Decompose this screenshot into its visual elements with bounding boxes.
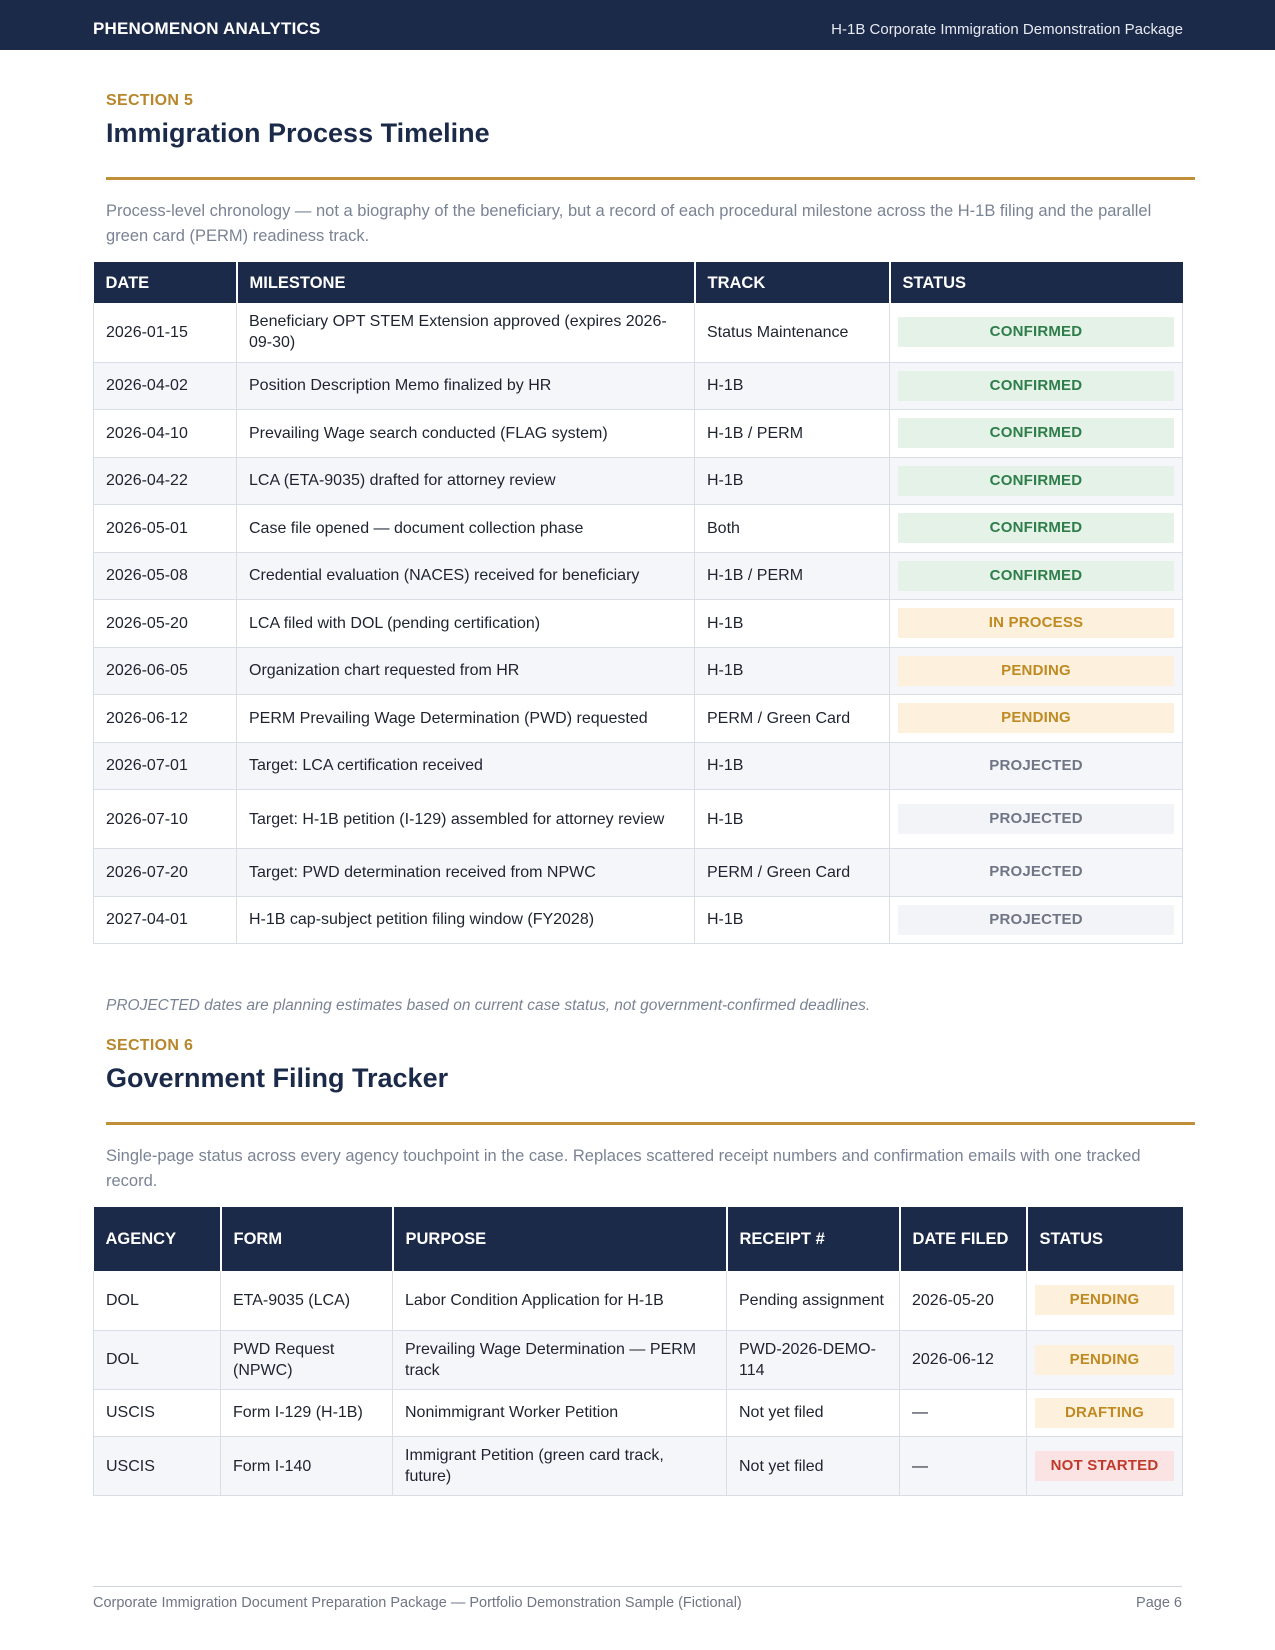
status-badge: PROJECTED [898,905,1174,935]
date-cell: 2027-04-01 [94,896,237,944]
status-badge: PENDING [898,703,1174,733]
projected-note: PROJECTED dates are planning estimates based on current case status, not government-confirmed deadlines. [106,997,871,1014]
section-title: Immigration Process Timeline [106,118,490,148]
milestone-cell: H-1B cap-subject petition filing window (FY2028) [237,896,695,944]
status-cell [890,742,1183,790]
status-cell [1027,1389,1183,1437]
status-badge: CONFIRMED [898,513,1174,543]
milestone-cell: Position Description Memo finalized by HR [237,362,695,410]
agency-cell: DOL [94,1330,221,1389]
date-cell: 2026-05-08 [94,552,237,600]
date-cell: 2026-04-10 [94,410,237,458]
status-badge: CONFIRMED [898,561,1174,591]
track-cell: PERM / Green Card [695,695,890,743]
table-row [94,695,1183,743]
section-divider [106,177,1195,180]
milestone-cell: Prevailing Wage search conducted (FLAG system) [237,410,695,458]
date-cell: 2026-07-10 [94,790,237,849]
milestone-cell: Case file opened — document collection phase [237,505,695,553]
col-agency: AGENCY [94,1207,221,1271]
status-badge: CONFIRMED [898,418,1174,448]
page-number: Page 6 [1136,1595,1182,1611]
table-row [94,790,1183,849]
section-divider [106,1122,1195,1125]
track-cell: H-1B [695,896,890,944]
table-row [94,1389,1183,1437]
timeline-header-row [94,262,1183,303]
section-intro: Process-level chronology — not a biography of the beneficiary, but a record of each procedural milestone across the H-1B filing and the parallel green card (PERM) readiness track. [106,202,1152,245]
milestone-cell: Credential evaluation (NACES) received for beneficiary [237,552,695,600]
milestone-cell: PERM Prevailing Wage Determination (PWD) requested [237,695,695,743]
date-cell: 2026-06-12 [94,695,237,743]
track-cell: H-1B [695,742,890,790]
form-cell: ETA-9035 (LCA) [221,1271,393,1330]
track-cell: H-1B / PERM [695,410,890,458]
status-badge: CONFIRMED [898,371,1174,401]
table-row [94,362,1183,410]
form-cell: Form I-140 [221,1437,393,1496]
agency-cell: USCIS [94,1437,221,1496]
table-row [94,1271,1183,1330]
status-cell [890,896,1183,944]
track-cell: Status Maintenance [695,303,890,362]
table-row [94,457,1183,505]
package-title: H-1B Corporate Immigration Demonstration Package [831,21,1183,38]
table-row [94,505,1183,553]
milestone-cell: LCA filed with DOL (pending certification) [237,600,695,648]
date-filed-cell: — [900,1389,1027,1437]
milestone-cell: Beneficiary OPT STEM Extension approved (expires 2026-09-30) [237,303,695,362]
date-cell: 2026-04-02 [94,362,237,410]
receipt-cell: Not yet filed [727,1437,900,1496]
section-label: SECTION 5 [106,92,194,109]
col-date: DATE [94,262,237,303]
receipt-cell: Not yet filed [727,1389,900,1437]
milestone-cell: Target: H-1B petition (I-129) assembled for attorney review [237,790,695,849]
date-cell: 2026-04-22 [94,457,237,505]
milestone-cell: Organization chart requested from HR [237,647,695,695]
status-badge: CONFIRMED [898,466,1174,496]
status-cell [1027,1437,1183,1496]
table-row [94,410,1183,458]
status-cell [890,790,1183,849]
section-label: SECTION 6 [106,1037,194,1054]
track-cell: H-1B [695,457,890,505]
col-form: FORM [221,1207,393,1271]
status-cell [890,695,1183,743]
status-cell [890,362,1183,410]
table-row [94,1437,1183,1496]
tracker-header-row [94,1207,1183,1271]
status-cell [1027,1330,1183,1389]
status-cell [890,552,1183,600]
status-badge: CONFIRMED [898,317,1174,347]
status-badge: PENDING [898,656,1174,686]
brand-name: PHENOMENON ANALYTICS [93,19,321,38]
status-cell [1027,1271,1183,1330]
section-title: Government Filing Tracker [106,1063,449,1093]
status-badge: NOT STARTED [1035,1451,1174,1481]
col-track: TRACK [695,262,890,303]
status-cell [890,600,1183,648]
track-cell: H-1B [695,790,890,849]
date-cell: 2026-07-20 [94,849,237,897]
track-cell: H-1B [695,362,890,410]
date-cell: 2026-05-01 [94,505,237,553]
status-cell [890,849,1183,897]
col-receipt: RECEIPT # [727,1207,900,1271]
table-row [94,647,1183,695]
status-badge: PENDING [1035,1285,1174,1315]
purpose-cell: Immigrant Petition (green card track, future) [393,1437,727,1496]
col-status: STATUS [1027,1207,1183,1271]
form-cell: PWD Request (NPWC) [221,1330,393,1389]
agency-cell: DOL [94,1271,221,1330]
milestone-cell: Target: LCA certification received [237,742,695,790]
footer-text: Corporate Immigration Document Preparation Package — Portfolio Demonstration Sample (Fictional) [93,1595,742,1611]
milestone-cell: LCA (ETA-9035) drafted for attorney review [237,457,695,505]
track-cell: PERM / Green Card [695,849,890,897]
col-milestone: MILESTONE [237,262,695,303]
section-5-heading [106,92,1195,149]
top-banner [0,0,1275,50]
timeline-table [93,262,1183,944]
status-cell [890,303,1183,362]
date-filed-cell: 2026-06-12 [900,1330,1027,1389]
filing-tracker-table [93,1207,1183,1496]
table-row [94,1330,1183,1389]
date-cell: 2026-07-01 [94,742,237,790]
section-6-heading [106,1037,1195,1094]
footer-divider [93,1586,1182,1587]
status-cell [890,457,1183,505]
status-cell [890,410,1183,458]
agency-cell: USCIS [94,1389,221,1437]
track-cell: H-1B [695,647,890,695]
date-cell: 2026-05-20 [94,600,237,648]
receipt-cell: Pending assignment [727,1271,900,1330]
table-row [94,303,1183,362]
table-row [94,552,1183,600]
track-cell: H-1B / PERM [695,552,890,600]
milestone-cell: Target: PWD determination received from NPWC [237,849,695,897]
form-cell: Form I-129 (H-1B) [221,1389,393,1437]
col-purpose: PURPOSE [393,1207,727,1271]
col-date-filed: DATE FILED [900,1207,1027,1271]
purpose-cell: Prevailing Wage Determination — PERM track [393,1330,727,1389]
table-row [94,742,1183,790]
status-badge: PROJECTED [989,756,1083,774]
date-cell: 2026-01-15 [94,303,237,362]
status-cell [890,505,1183,553]
status-badge: PROJECTED [898,804,1174,834]
table-row [94,600,1183,648]
col-status: STATUS [890,262,1183,303]
date-filed-cell: 2026-05-20 [900,1271,1027,1330]
status-badge: DRAFTING [1035,1398,1174,1428]
purpose-cell: Nonimmigrant Worker Petition [393,1389,727,1437]
table-row [94,849,1183,897]
status-cell [890,647,1183,695]
track-cell: Both [695,505,890,553]
status-badge: IN PROCESS [898,608,1174,638]
table-row [94,896,1183,944]
date-filed-cell: — [900,1437,1027,1496]
status-badge: PENDING [1035,1345,1174,1375]
receipt-cell: PWD-2026-DEMO-114 [727,1330,900,1389]
section-intro: Single-page status across every agency touchpoint in the case. Replaces scattered receipt numbers and confirmation emails with one tracked record. [106,1147,1141,1190]
date-cell: 2026-06-05 [94,647,237,695]
status-badge: PROJECTED [989,863,1083,881]
purpose-cell: Labor Condition Application for H-1B [393,1271,727,1330]
track-cell: H-1B [695,600,890,648]
